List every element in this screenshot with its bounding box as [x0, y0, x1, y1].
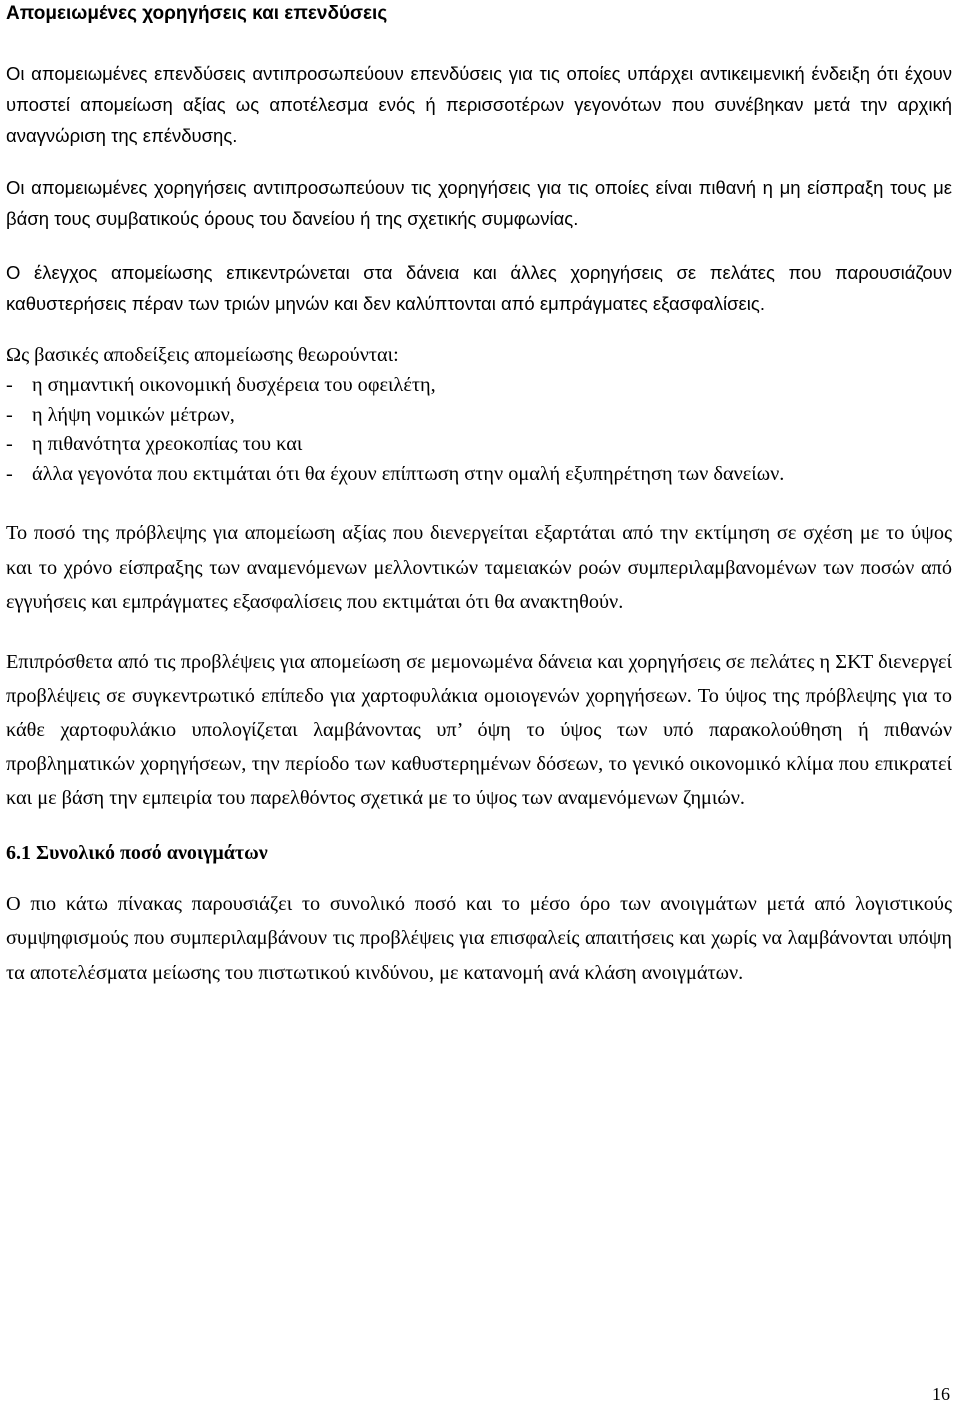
list-item — [6, 371, 952, 401]
evidence-list — [6, 371, 952, 489]
list-item-text: η λήψη νομικών μέτρων, — [32, 403, 235, 426]
dash-bullet: - — [6, 462, 13, 485]
list-item-text: άλλα γεγονότα που εκτιμάται ότι θα έχουν επίπτωση στην ομαλή εξυπηρέτηση των δανείων. — [32, 462, 785, 485]
paragraph-impairment-review: Ο έλεγχος απομείωσης επικεντρώνεται στα δάνεια και άλλες χορηγήσεις σε πελάτες που παρουσιάζουν καθυστερήσεις πέραν των τριών μηνών και δεν καλύπτονται από εμπράγματες εξασφαλίσεις. — [6, 262, 952, 314]
list-item — [6, 430, 952, 460]
section-heading-impaired: Απομειωμένες χορηγήσεις και επενδύσεις — [6, 3, 388, 24]
paragraph-impaired-loans: Οι απομειωμένες χορηγήσεις αντιπροσωπεύουν τις χορηγήσεις για τις οποίες είναι πιθανή η μη είσπραξη τους με βάση τους συμβατικούς όρους του δανείου ή της σχετικής συμφωνίας. — [6, 177, 952, 229]
dash-bullet: - — [6, 374, 13, 396]
paragraph-provision-amount: Το ποσό της πρόβλεψης για απομείωση αξίας που διενεργείται εξαρτάται από την εκτίμηση σε σχέση με το ύψος και το χρόνο είσπραξης των αναμενόμενων μελλοντικών ταμειακών ροών συμπεριλαμβανομένων των ποσών από εγγυήσεις και εμπράγματες εξασφαλίσεις που εκτιμάται ότι θα ανακτηθούν. — [6, 522, 952, 613]
paragraph-evidence-intro: Ως βασικές αποδείξεις απομείωσης θεωρούνται: — [6, 344, 399, 366]
dash-bullet: - — [6, 403, 13, 426]
paragraph-exposures-table-intro: Ο πιο κάτω πίνακας παρουσιάζει το συνολικό ποσό και το μέσο όρο των ανοιγμάτων μετά από λογιστικούς συμψηφισμούς που συμπεριλαμβάνουν τις προβλέψεις για επισφαλείς απαιτήσεις και χωρίς να λαμβάνονται υπόψη τα αποτελέσματα μείωσης του πιστωτικού κινδύνου, με κατανομή ανά κλάση ανοιγμάτων. — [6, 892, 952, 984]
list-item — [6, 401, 952, 431]
list-item-text: η σημαντική οικονομική δυσχέρεια του οφειλέτη, — [32, 374, 436, 396]
list-item — [6, 460, 952, 490]
section-heading-total-exposures: 6.1 Συνολικό ποσό ανοιγμάτων — [6, 841, 268, 864]
list-item-text: η πιθανότητα χρεοκοπίας του και — [32, 433, 303, 455]
document-page — [6, 0, 952, 990]
dash-bullet: - — [6, 433, 13, 455]
paragraph-impaired-investments: Οι απομειωμένες επενδύσεις αντιπροσωπεύουν επενδύσεις για τις οποίες υπάρχει αντικειμενική ένδειξη ότι έχουν υποστεί απομείωση αξίας ως αποτέλεσμα ενός ή περισσοτέρων γεγονότων που συνέβηκαν μετά την αρχική αναγνώριση της επένδυσης. — [6, 63, 952, 146]
paragraph-collective-provisions: Επιπρόσθετα από τις προβλέψεις για απομείωση σε μεμονωμένα δάνεια και χορηγήσεις σε πελάτες η ΣΚΤ διενεργεί προβλέψεις σε συγκεντρωτικό επίπεδο για χαρτοφυλάκια ομοιογενών χορηγήσεων. Το ύψος της πρόβλεψης για το κάθε χαρτοφυλάκιο υπολογίζεται λαμβάνοντας υπ’ όψη το ύψος των υπό παρακολούθηση ή πιθανών προβληματικών χορηγήσεων, την περίοδο των καθυστερημένων δόσεων, το γενικό οικονομικό κλίμα που επικρατεί και με βάση την εμπειρία του παρελθόντος σχετικά με το ύψος των αναμενόμενων ζημιών. — [6, 650, 952, 810]
page-number: 16 — [932, 1384, 950, 1404]
